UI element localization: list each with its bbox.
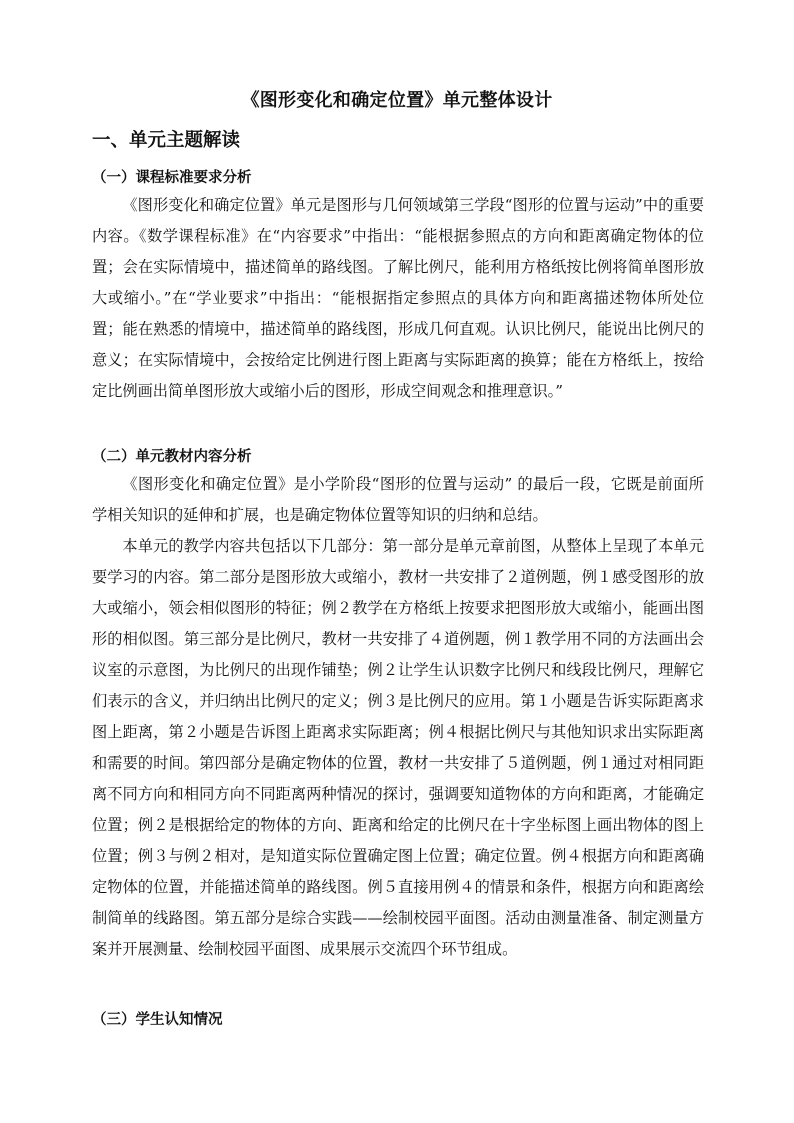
subsection-heading-curriculum: （一）课程标准要求分析 <box>92 170 252 186</box>
paragraph-curriculum-analysis: 《图形变化和确定位置》单元是图形与几何领域第三学段“图形的位置与运动”中的重要内容。《数学课程标准》在“内容要求”中指出：“能根据参照点的方向和距离确定物体的位置；会在实际情境中，描述简单的路线图。了解比例尺，能利用方格纸按比例将简单图形放大或缩小。”在“学业要求”中指出：“能根据指定参照点的具体方向和距离描述物体所处位置；能在熟悉的情境中，描述简单的路线图，形成几何直观。认识比例尺，能说出比例尺的意义；在实际情境中，会按给定比例进行图上距离与实际距离的换算；能在方格纸上，按给定比例画出简单图形放大或缩小后的图形，形成空间观念和推理意识。” <box>92 196 704 400</box>
paragraph-textbook-intro: 《图形变化和确定位置》是小学阶段“图形的位置与运动” 的最后一段，它既是前面所学相关知识的延伸和扩展，也是确定物体位置等知识的归纳和总结。 <box>92 475 704 524</box>
subsection-heading-student-cognition: （三）学生认知情况 <box>92 1012 223 1028</box>
subsection-heading-textbook: （二）单元教材内容分析 <box>92 449 252 465</box>
section-heading-unit-theme: 一、单元主题解读 <box>92 130 241 151</box>
document-title: 《图形变化和确定位置》单元整体设计 <box>241 90 553 111</box>
paragraph-textbook-content: 本单元的教学内容共包括以下几部分：第一部分是单元章前图，从整体上呈现了本单元要学习的内容。第二部分是图形放大或缩小，教材一共安排了２道例题，例１感受图形的放大或缩小，领会相似图形的特征；例２教学在方格纸上按要求把图形放大或缩小，能画出图形的相似图。第三部分是比例尺，教材一共安排了４道例题，例１教学用不同的方法画出会议室的示意图，为比例尺的出现作铺垫；例２让学生认识数字比例尺和线段比例尺，理解它们表示的含义，并归纳出比例尺的定义；例３是比例尺的应用。第１小题是告诉实际距离求图上距离，第２小题是告诉图上距离求实际距离；例４根据比例尺与其他知识求出实际距离和需要的时间。第四部分是确定物体的位置，教材一共安排了５道例题，例１通过对相同距离不同方向和相同方向不同距离两种情况的探讨，强调要知道物体的方向和距离，才能确定位置；例２是根据给定的物体的方向、距离和给定的比例尺在十字坐标图上画出物体的图上位置；例３与例２相对，是知道实际位置确定图上位置；确定位置。例４根据方向和距离确定物体的位置，并能描述简单的路线图。例５直接用例４的情景和条件，根据方向和距离绘制简单的线路图。第五部分是综合实践——绘制校园平面图。活动由测量准备、制定测量方案并开展测量、绘制校园平面图、成果展示交流四个环节组成。 <box>92 537 704 958</box>
